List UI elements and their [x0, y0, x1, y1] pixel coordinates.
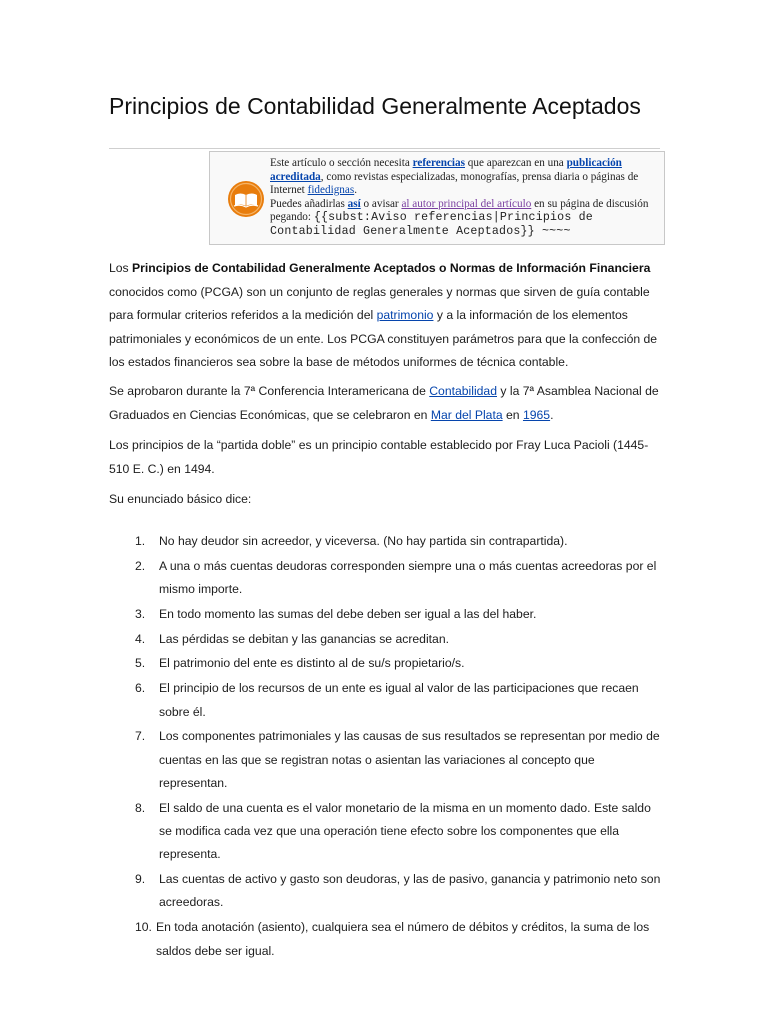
- notice-text-part: en su página de discusión pegando:: [270, 197, 649, 223]
- enunciado-paragraph: Su enunciado básico dice:: [109, 492, 252, 506]
- autor-principal-link[interactable]: al autor principal del artículo: [401, 197, 532, 210]
- mar-del-plata-link[interactable]: Mar del Plata: [430, 407, 503, 422]
- list-item-text: En todo momento las sumas del debe deben ser igual a las del haber.: [159, 606, 537, 621]
- fidedignas-link[interactable]: fidedignas: [307, 184, 355, 196]
- list-item-text: En toda anotación (asiento), cualquiera sea el número de débitos y créditos, la suma de los saldos debe ser igual.: [156, 920, 650, 958]
- list-item: [109, 652, 661, 675]
- text-span: en: [502, 407, 523, 422]
- bold-term: Principios de Contabilidad Generalmente Aceptados o Normas de Información Financiera: [132, 261, 651, 275]
- text-span: .: [550, 407, 554, 422]
- list-item-text: Los componentes patrimoniales y las causas de sus resultados se representan por medio de cuentas en las que se registran notas o asientan las variaciones al concepto que representan.: [159, 729, 660, 790]
- notice-text-part: .: [354, 184, 357, 196]
- list-item-text: No hay deudor sin acreedor, y viceversa. (No hay partida sin contrapartida).: [159, 534, 568, 548]
- partida-doble-paragraph: Los principios de la “partida doble” es un principio contable establecido por Fray Luca Pacioli (1445-510 E. C.) en 1494.: [109, 438, 649, 476]
- list-number: 2.: [135, 558, 146, 573]
- list-item-text: A una o más cuentas deudoras corresponden siempre una o más cuentas acreedoras por el mismo importe.: [159, 558, 657, 597]
- text-span: Los: [109, 261, 133, 275]
- list-number: 3.: [135, 606, 146, 621]
- referencias-link[interactable]: referencias: [412, 157, 465, 169]
- list-number: 8.: [135, 800, 146, 815]
- text-span: Se aprobaron durante la 7ª Conferencia Interamericana de: [109, 384, 430, 398]
- notice-text-part: que aparezcan en una: [465, 157, 567, 169]
- list-number: 5.: [135, 656, 146, 671]
- page-title: Principios de Contabilidad Generalmente Aceptados: [109, 93, 641, 119]
- asi-link[interactable]: así: [347, 197, 361, 210]
- list-item: [109, 797, 661, 867]
- list-item: [109, 916, 661, 963]
- notice-text-part: Puedes añadirlas: [270, 197, 348, 210]
- list-number: 4.: [135, 631, 146, 646]
- list-item: [109, 530, 661, 553]
- text-span: y a la información de los elementos patrimoniales y económicos de un ente. Los PCGA constituyen parámetros para que la confección de los estados financieros sea sobre la base de métodos uniformes de técnica contable.: [109, 308, 658, 369]
- list-item-text: El principio de los recursos de un ente es igual al valor de las participaciones que recaen sobre él.: [159, 681, 639, 719]
- subst-template-code: {{subst:Aviso referencias|Principios de Contabilidad Generalmente Aceptados}} ~~~~: [270, 211, 593, 238]
- publicacion-acreditada-link[interactable]: publicación acreditada: [270, 157, 622, 183]
- year-1965-link[interactable]: 1965: [522, 407, 551, 422]
- list-item: [109, 628, 661, 651]
- notice-text-part: , como revistas especializadas, monografías, prensa diaria o páginas de Internet: [270, 170, 639, 196]
- notice-text-part: o avisar: [360, 197, 402, 210]
- list-item-text: El saldo de una cuenta es el valor monetario de la misma en un momento dado. Este saldo se modifica cada vez que una operación tiene efecto sobre los componentes que ella representa.: [159, 800, 651, 862]
- list-item-text: Las pérdidas se debitan y las ganancias se acreditan.: [159, 631, 449, 646]
- list-number: 10.: [135, 920, 152, 935]
- notice-text: [270, 157, 660, 238]
- list-item: [109, 603, 661, 626]
- text-span: y la 7ª Asamblea Nacional de Graduados en Ciencias Económicas, que se celebraron en: [109, 384, 659, 422]
- list-item-text: El patrimonio del ente es distinto al de su/s propietario/s.: [159, 656, 465, 671]
- list-item: [109, 868, 661, 915]
- list-item-text: Las cuentas de activo y gasto son deudoras, y las de pasivo, ganancia y patrimonio neto son acreedoras.: [159, 872, 661, 910]
- intro-paragraph: [109, 257, 659, 375]
- list-item: [109, 725, 661, 795]
- references-notice-box: [209, 151, 665, 245]
- contabilidad-link[interactable]: Contabilidad: [429, 384, 497, 398]
- list-number: 6.: [135, 681, 146, 696]
- text-span: conocidos como (PCGA) son un conjunto de reglas generales y normas que sirven de guía contable para formular criterios referidos a la medición del: [109, 284, 650, 322]
- list-item: [109, 555, 661, 602]
- list-number: 7.: [135, 729, 146, 744]
- notice-text-part: Este artículo o sección necesita: [270, 157, 413, 169]
- list-number: 9.: [135, 872, 146, 887]
- principles-list: [109, 530, 661, 964]
- list-number: 1.: [135, 534, 146, 548]
- history-paragraph: [109, 380, 659, 427]
- book-icon: [226, 179, 266, 219]
- patrimonio-link[interactable]: patrimonio: [376, 308, 434, 322]
- title-divider: [109, 148, 660, 149]
- list-item: [109, 677, 661, 724]
